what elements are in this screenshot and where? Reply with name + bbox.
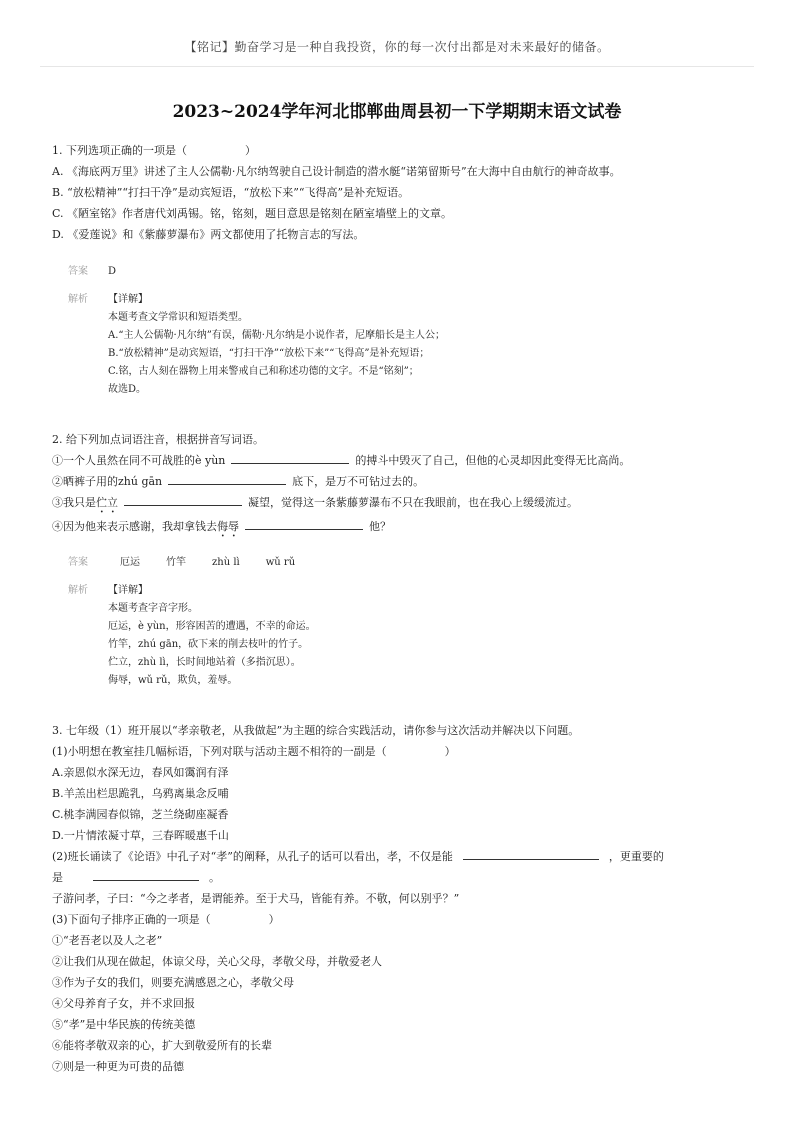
option-b: B. “放松精神”“打扫干净”是动宾短语，“放松下来”“飞得高”是补充短语。	[52, 186, 410, 199]
explanation-line: 伫立，zhù lì，长时间地站着（多指沉思）。	[108, 657, 301, 668]
explanation-line: 竹竿，zhú gān，砍下来的削去枝叶的竹子。	[108, 639, 309, 650]
answer-label: 答案	[68, 557, 88, 568]
explanation-label: 解析	[68, 585, 88, 596]
answer-value: D	[108, 266, 117, 277]
answer-blank[interactable]	[93, 869, 199, 881]
question-2-stem: 2. 给下列加点词语注音，根据拼音写词语。	[52, 433, 264, 446]
explanation-label: 解析	[68, 294, 88, 305]
explanation-1	[68, 291, 752, 399]
explanation-line: 【详解】	[108, 294, 148, 305]
explanation-line: 本题考查文学常识和短语类型。	[108, 312, 248, 323]
explanation-line: B.“放松精神”是动宾短语，“打扫干净”“放松下来”“飞得高”是补充短语；	[108, 348, 430, 359]
sentence-item: ④父母养育子女，并不求回报	[52, 997, 195, 1010]
explanation-line: 本题考查字音字形。	[108, 603, 198, 614]
answer-blank[interactable]	[245, 518, 363, 530]
sentence-item: ⑥能将孝敬双亲的心，扩大到敬爱所有的长辈	[52, 1039, 272, 1052]
sentence-item: ①“老吾老以及人之老”	[52, 934, 163, 947]
answer-blank[interactable]	[124, 494, 242, 506]
option-a: A. 《海底两万里》讲述了主人公儒勒·凡尔纳驾驶自己设计制造的潜水艇“诺第留斯号”在大海中自由航行的神奇故事。	[52, 165, 621, 178]
explanation-line: 故选D。	[108, 384, 147, 395]
answer-1	[68, 263, 752, 281]
question-1	[52, 140, 752, 399]
answer-value: 竹竿	[166, 557, 186, 568]
sentence-item: ⑦则是一种更为可贵的品德	[52, 1060, 184, 1073]
question-2-item-4: ④因为他来表示感谢，我却拿钱去侮辱 他？	[52, 520, 391, 533]
question-2-item-2: ②晒裤子用的zhú gān 底下，是万不可钻过去的。	[52, 475, 425, 488]
couplet-option-d: D.一片情浓凝寸草，三春晖暖惠千山	[52, 829, 229, 842]
question-3-part-2-cont: 是 。	[52, 871, 220, 884]
explanation-line: 【详解】	[108, 585, 148, 596]
couplet-option-b: B.羊羔出栏思跪乳，乌鸦离巢念反哺	[52, 787, 229, 800]
motto: 【铭记】勤奋学习是一种自我投资，你的每一次付出都是对未来最好的储备。	[184, 40, 610, 54]
answer-label: 答案	[68, 266, 88, 277]
explanation-line: A.“主人公儒勒·凡尔纳”有误，儒勒·凡尔纳是小说作者，尼摩船长是主人公；	[108, 330, 445, 341]
explanation-2	[68, 582, 752, 690]
explanation-line: 侮辱，wǔ rǔ，欺负，羞辱。	[108, 675, 238, 686]
sentence-item: ②让我们从现在做起，体谅父母，关心父母，孝敬父母，并敬爱老人	[52, 955, 382, 968]
couplet-option-c: C.桃李满园春似锦，芝兰绕砌座凝香	[52, 808, 229, 821]
question-3	[52, 720, 752, 1077]
question-2-item-1: ①一个人虽然在同不可战胜的è yùn 的搏斗中毁灭了自己，但他的心灵却因此变得无比高尚。	[52, 454, 631, 467]
motto-divider	[40, 66, 754, 67]
answer-blank[interactable]	[463, 848, 599, 860]
answer-2	[68, 554, 752, 572]
question-3-part-1: (1)小明想在教室挂几幅标语，下列对联与活动主题不相符的一副是（ ）	[52, 745, 456, 758]
sentence-item: ③作为子女的我们，则要充满感恩之心，孝敬父母	[52, 976, 294, 989]
couplet-option-a: A.亲恩似水深无边，春风如霭润有泽	[52, 766, 229, 779]
answer-value: 厄运	[120, 557, 140, 568]
question-3-part-3: (3)下面句子排序正确的一项是（ ）	[52, 913, 280, 926]
analects-quote: 子游问孝，子曰：“今之孝者，是谓能养。至于犬马，皆能有养。不敬，何以别乎？”	[52, 892, 460, 905]
sentence-item: ⑤“孝”是中华民族的传统美德	[52, 1018, 196, 1031]
answer-value: zhù lì	[212, 557, 240, 568]
option-c: C. 《陋室铭》作者唐代刘禹锡。铭，铭刻，题目意思是铭刻在陋室墙壁上的文章。	[52, 207, 453, 220]
option-d: D. 《爱莲说》和《紫藤萝瀑布》两文都使用了托物言志的写法。	[52, 228, 365, 241]
question-2	[52, 429, 752, 690]
answer-blank[interactable]	[168, 473, 286, 485]
answer-blank[interactable]	[231, 452, 349, 464]
page-title: 2023~2024学年河北邯郸曲周县初一下学期期末语文试卷	[172, 102, 622, 122]
question-3-stem: 3. 七年级（1）班开展以“孝亲敬老，从我做起”为主题的综合实践活动，请你参与这次活动并解决以下问题。	[52, 724, 580, 737]
explanation-line: C.铭，古人刻在器物上用来警戒自己和称述功德的文字。不是“铭刻”；	[108, 366, 419, 377]
exam-content	[52, 140, 752, 1077]
question-3-part-2: (2)班长诵读了《论语》中孔子对“孝”的阐释，从孔子的话可以看出，孝，不仅是能 ，更重要的	[52, 850, 664, 863]
explanation-line: 厄运，è yùn，形容困苦的遭遇，不幸的命运。	[108, 621, 316, 632]
question-2-item-3: ③我只是伫立 凝望，觉得这一条紫藤萝瀑布不只在我眼前，也在我心上缓缓流过。	[52, 496, 578, 509]
answer-value: wǔ rǔ	[265, 557, 296, 568]
answer-values	[108, 554, 321, 572]
question-1-stem: 1. 下列选项正确的一项是（ ）	[52, 144, 256, 157]
